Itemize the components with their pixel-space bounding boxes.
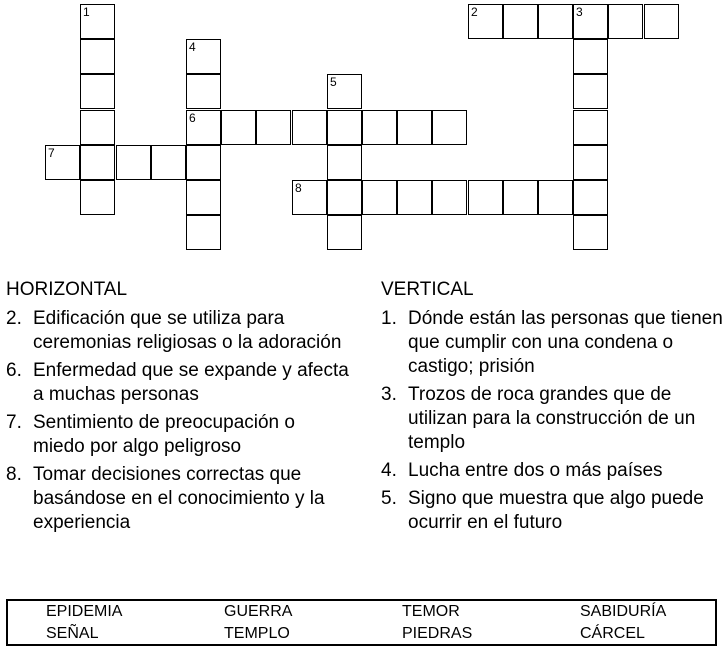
clue-horizontal-6: [6, 359, 351, 407]
crossword-cell[interactable]: [80, 4, 115, 39]
word-bank-item: GUERRA: [224, 603, 293, 620]
crossword-cell[interactable]: [327, 145, 362, 180]
clue-number-label: 7: [48, 146, 55, 160]
crossword-cell[interactable]: [432, 110, 467, 145]
clue-horizontal-7: [6, 411, 351, 459]
crossword-cell[interactable]: [644, 4, 679, 39]
crossword-cell[interactable]: [468, 180, 503, 215]
clue-number-label: 8: [295, 181, 302, 195]
clue-horizontal-8: [6, 463, 351, 535]
clue-vertical-5: [381, 487, 725, 535]
crossword-cell[interactable]: [45, 145, 80, 180]
clue-vertical-4: [381, 459, 725, 483]
clue-number: 8.: [6, 464, 22, 485]
crossword-cell[interactable]: [186, 110, 221, 145]
clue-number: 5.: [381, 488, 397, 509]
crossword-cell[interactable]: [397, 180, 432, 215]
clue-horizontal-2: [6, 307, 351, 355]
crossword-cell[interactable]: [538, 180, 573, 215]
clue-number: 7.: [6, 412, 22, 433]
crossword-cell[interactable]: [327, 215, 362, 250]
clue-vertical-3: [381, 383, 725, 455]
crossword-cell[interactable]: [80, 145, 115, 180]
horizontal-clues: [6, 278, 351, 539]
clue-number: 4.: [381, 460, 397, 481]
clue-number: 1.: [381, 308, 397, 329]
crossword-cell[interactable]: [80, 110, 115, 145]
crossword-cell[interactable]: [573, 215, 608, 250]
word-bank-item: CÁRCEL: [580, 625, 645, 642]
crossword-cell[interactable]: [573, 180, 608, 215]
crossword-cell[interactable]: [116, 145, 151, 180]
crossword-cell[interactable]: [327, 74, 362, 109]
clue-number: 3.: [381, 384, 397, 405]
clue-text: Sentimiento de preocupación o miedo por algo peligroso: [33, 412, 295, 457]
crossword-cell[interactable]: [151, 145, 186, 180]
crossword-cell[interactable]: [468, 4, 503, 39]
crossword-cell[interactable]: [573, 4, 608, 39]
clue-vertical-1: [381, 307, 725, 379]
clue-number-label: 4: [189, 40, 196, 54]
crossword-cell[interactable]: [608, 4, 643, 39]
crossword-cell[interactable]: [432, 180, 467, 215]
crossword-cell[interactable]: [186, 215, 221, 250]
clue-text: Enfermedad que se expande y afecta a muchas personas: [33, 360, 349, 405]
crossword-cell[interactable]: [292, 180, 327, 215]
clue-number-label: 2: [471, 5, 478, 19]
word-bank-item: PIEDRAS: [402, 625, 473, 642]
clue-number-label: 6: [189, 111, 196, 125]
word-bank-item: TEMOR: [402, 603, 460, 620]
crossword-cell[interactable]: [221, 110, 256, 145]
crossword-grid: [0, 0, 725, 260]
crossword-cell[interactable]: [80, 180, 115, 215]
word-bank: [6, 599, 717, 646]
crossword-cell[interactable]: [397, 110, 432, 145]
crossword-cell[interactable]: [503, 4, 538, 39]
clue-text: Signo que muestra que algo puede ocurrir en el futuro: [408, 488, 704, 533]
crossword-cell[interactable]: [362, 110, 397, 145]
clue-text: Trozos de roca grandes que de utilizan para la construcción de un templo: [408, 384, 696, 453]
word-bank-item: SEÑAL: [46, 625, 99, 642]
crossword-cell[interactable]: [573, 74, 608, 109]
clue-text: Edificación que se utiliza para ceremonias religiosas o la adoración: [33, 308, 342, 353]
crossword-cell[interactable]: [292, 110, 327, 145]
crossword-cell[interactable]: [186, 180, 221, 215]
word-bank-item: TEMPLO: [224, 625, 290, 642]
crossword-cell[interactable]: [573, 110, 608, 145]
clue-text: Lucha entre dos o más países: [408, 460, 663, 481]
crossword-cell[interactable]: [186, 39, 221, 74]
crossword-cell[interactable]: [327, 110, 362, 145]
crossword-cell[interactable]: [327, 180, 362, 215]
crossword-cell[interactable]: [538, 4, 573, 39]
crossword-cell[interactable]: [80, 74, 115, 109]
clue-number: 2.: [6, 308, 22, 329]
crossword-cell[interactable]: [186, 145, 221, 180]
clue-text: Dónde están las personas que tienen que cumplir con una condena o castigo; prisión: [408, 308, 723, 377]
clue-number-label: 1: [83, 5, 90, 19]
clue-number: 6.: [6, 360, 22, 381]
crossword-cell[interactable]: [362, 180, 397, 215]
vertical-heading: VERTICAL: [381, 279, 474, 300]
crossword-cell[interactable]: [573, 39, 608, 74]
horizontal-heading: HORIZONTAL: [6, 279, 128, 300]
clue-number-label: 3: [576, 5, 583, 19]
clue-text: Tomar decisiones correctas que basándose en el conocimiento y la experiencia: [33, 464, 325, 533]
word-bank-item: SABIDURÍA: [580, 603, 667, 620]
crossword-cell[interactable]: [573, 145, 608, 180]
crossword-cell[interactable]: [186, 74, 221, 109]
crossword-cell[interactable]: [503, 180, 538, 215]
word-bank-item: EPIDEMIA: [46, 603, 123, 620]
crossword-cell[interactable]: [256, 110, 291, 145]
crossword-cell[interactable]: [80, 39, 115, 74]
vertical-clues: [381, 278, 725, 539]
clue-number-label: 5: [330, 75, 337, 89]
